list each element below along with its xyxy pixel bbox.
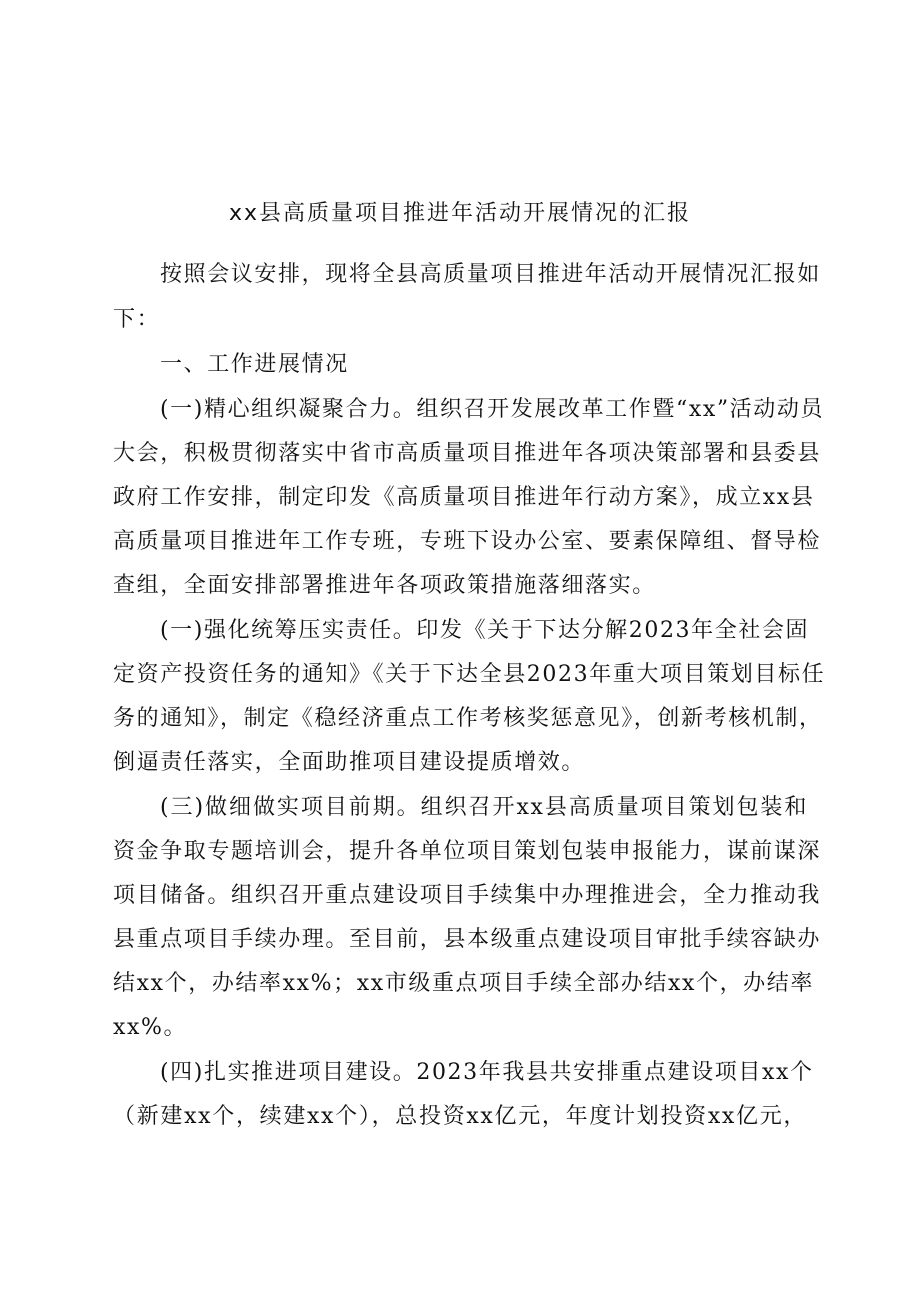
document-title: xx县高质量项目推进年活动开展情况的汇报 xyxy=(228,201,692,226)
paragraph-line: 务的通知》，制定《稳经济重点工作考核奖惩意见》，创新考核机制， xyxy=(113,706,823,731)
paragraph-line: 大会，积极贯彻落实中省市高质量项目推进年各项决策部署和县委县 xyxy=(113,441,822,466)
paragraph-line: 结xx个，办结率xx%；xx市级重点项目手续全部办结xx个，办结率 xyxy=(113,971,814,996)
paragraph-line: (三)做细做实项目前期。组织召开xx县高质量项目策划包装和 xyxy=(160,795,808,820)
paragraph-line: 高质量项目推进年工作专班，专班下设办公室、要素保障组、督导检 xyxy=(113,529,822,554)
paragraph-line: 资金争取专题培训会，提升各单位项目策划包装申报能力，谋前谋深 xyxy=(113,839,822,864)
paragraph-line: (一)强化统筹压实责任。印发《关于下达分解2023年全社会固 xyxy=(160,618,810,643)
paragraph-line: 项目储备。组织召开重点建设项目手续集中办理推进会，全力推动我 xyxy=(113,883,822,908)
section-heading: 一、工作进展情况 xyxy=(160,352,349,377)
paragraph-line: (一)精心组织凝聚合力。组织召开发展改革工作暨“xx”活动动员 xyxy=(160,397,825,422)
paragraph-line: 定资产投资任务的通知》《关于下达全县2023年重大项目策划目标任 xyxy=(113,662,826,687)
paragraph-line: 倒逼责任落实，全面助推项目建设提质增效。 xyxy=(113,750,586,775)
paragraph-line: （新建xx个，续建xx个），总投资xx亿元，年度计划投资xx亿元， xyxy=(113,1104,807,1129)
paragraph-line: 下： xyxy=(113,307,161,332)
paragraph-line: 政府工作安排，制定印发《高质量项目推进年行动方案》，成立xx县 xyxy=(113,485,815,510)
paragraph-line: 查组，全面安排部署推进年各项政策措施落细落实。 xyxy=(113,573,656,598)
paragraph-line: 按照会议安排，现将全县高质量项目推进年活动开展情况汇报如 xyxy=(160,262,821,287)
paragraph-line: xx%。 xyxy=(113,1015,188,1040)
paragraph-line: (四)扎实推进项目建设。2023年我县共安排重点建设项目xx个 xyxy=(160,1060,814,1085)
paragraph-line: 县重点项目手续办理。至目前，县本级重点建设项目审批手续容缺办 xyxy=(113,927,822,952)
